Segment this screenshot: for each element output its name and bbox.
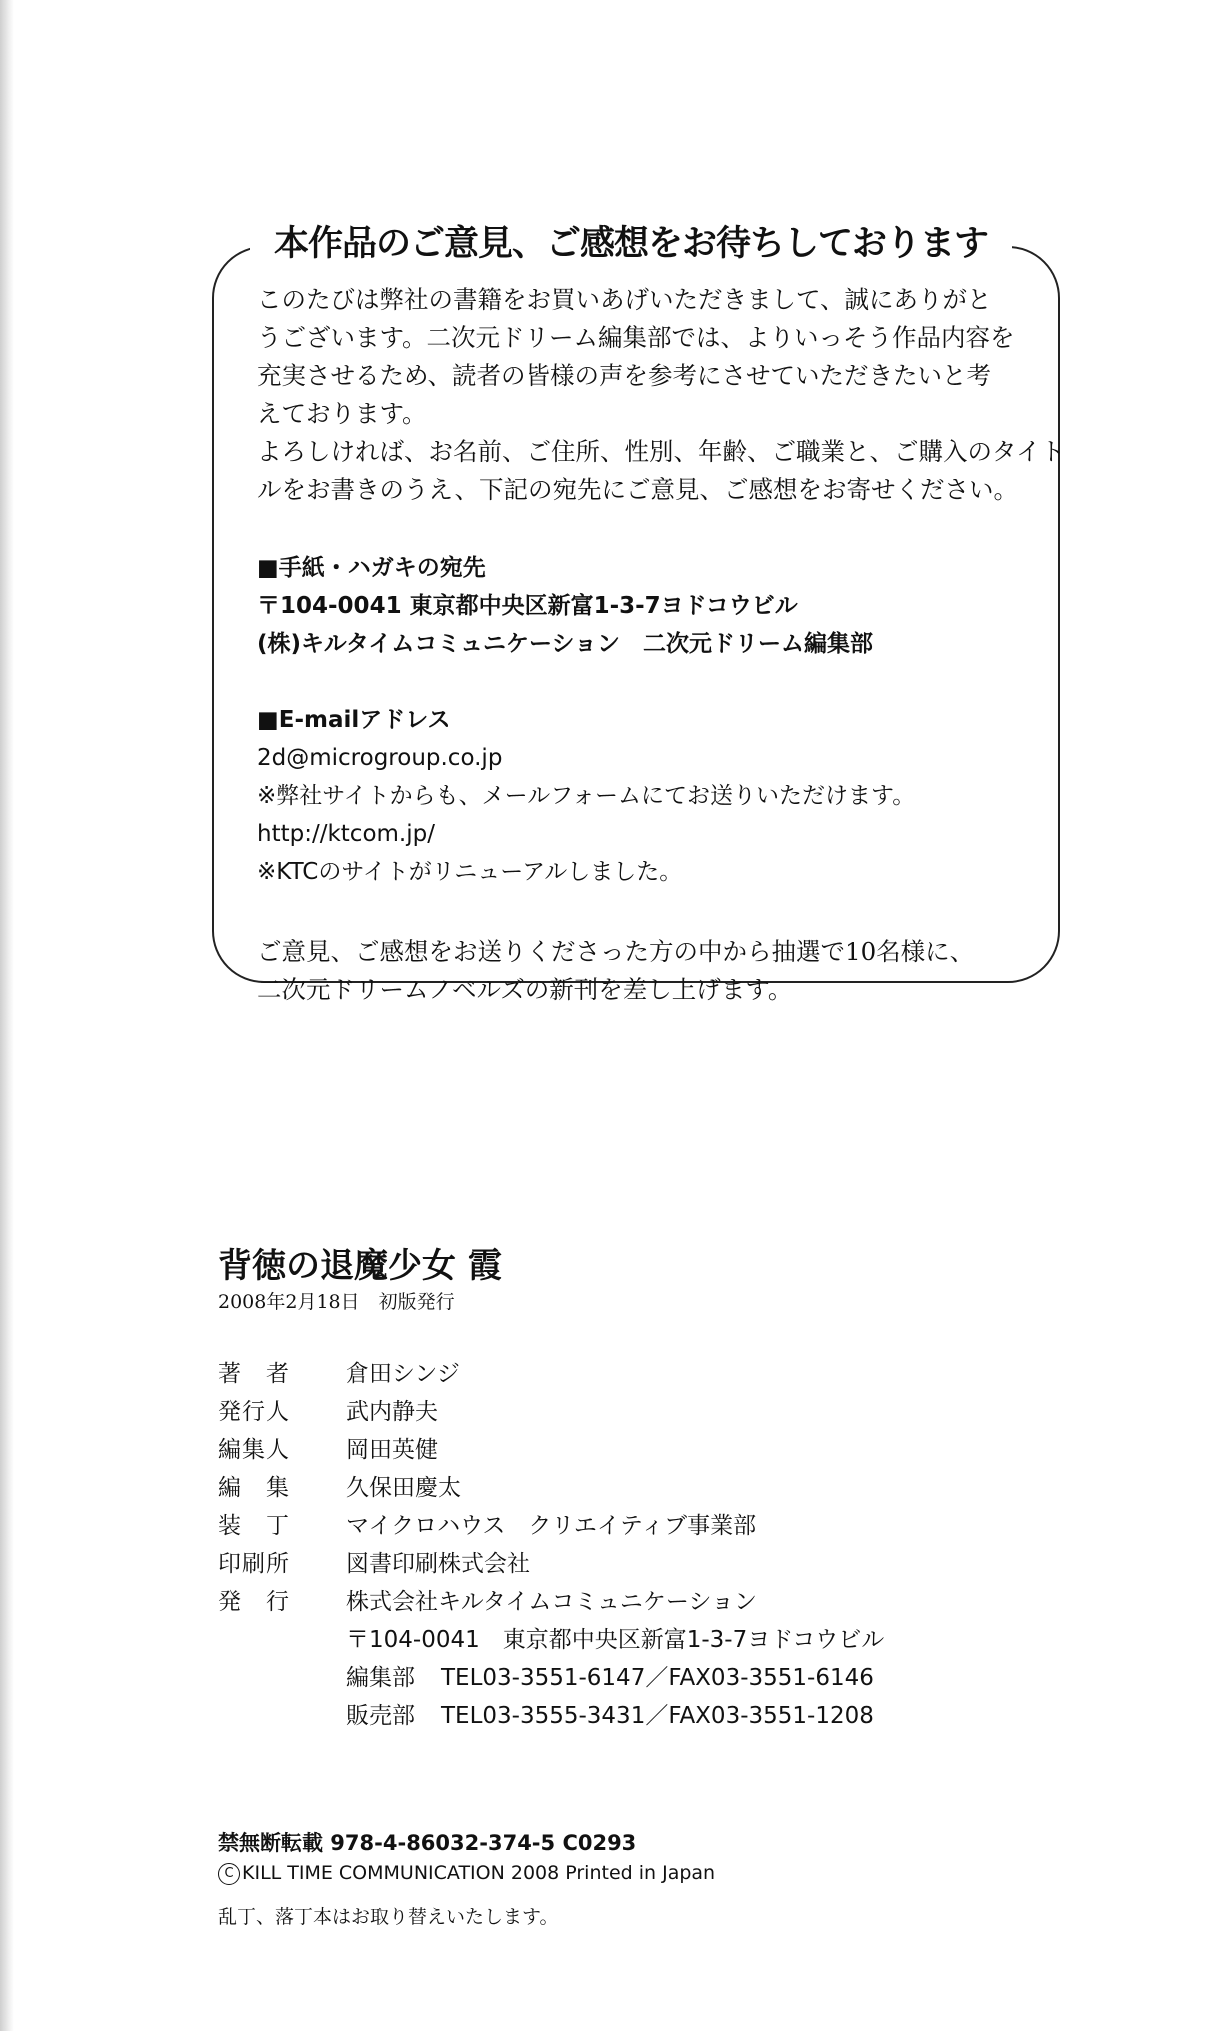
intro-line: うございます。二次元ドリーム編集部では、よりいっそう作品内容を bbox=[257, 323, 1015, 352]
site-url: http://ktcom.jp/ bbox=[257, 821, 435, 847]
credit-row bbox=[218, 1542, 884, 1580]
credit-label: 装 丁 bbox=[218, 1512, 290, 1539]
intro-line: えております。 bbox=[257, 399, 427, 428]
closing-line: 二次元ドリームノベルズの新刊を差し上げます。 bbox=[257, 975, 793, 1004]
credit-value: マイクロハウス クリエイティブ事業部 bbox=[346, 1512, 757, 1539]
email-section bbox=[257, 701, 1027, 891]
site-renewal-note: ※KTCのサイトがリニューアルしました。 bbox=[257, 859, 683, 885]
mail-heading: ■手紙・ハガキの宛先 bbox=[257, 555, 486, 581]
feedback-title: 本作品のご意見、ご感想をお待ちしております bbox=[250, 218, 1012, 270]
replacement-note: 乱丁、落丁本はお取り替えいたします。 bbox=[218, 1906, 559, 1928]
intro-line: ルをお書きのうえ、下記の宛先にご意見、ご感想をお寄せください。 bbox=[257, 475, 1018, 504]
mail-company: (株)キルタイムコミュニケーション 二次元ドリーム編集部 bbox=[257, 631, 874, 657]
publisher-address-text: 〒104-0041 東京都中央区新富1-3-7ヨドコウビル bbox=[346, 1626, 885, 1653]
closing-line: ご意見、ご感想をお送りくださった方の中から抽選で10名様に、 bbox=[257, 937, 975, 966]
credit-row bbox=[218, 1580, 884, 1618]
credit-row bbox=[218, 1428, 884, 1466]
mail-section bbox=[257, 549, 1027, 663]
email-form-note: ※弊社サイトからも、メールフォームにてお送りいただけます。 bbox=[257, 783, 916, 809]
copyright-text: KILL TIME COMMUNICATION 2008 Printed in Japan bbox=[242, 1862, 716, 1884]
credit-label: 編集人 bbox=[218, 1436, 290, 1463]
email-address: 2d@microgroup.co.jp bbox=[257, 745, 503, 771]
feedback-closing bbox=[257, 933, 1027, 1009]
contact-numbers: TEL03-3551-6147／FAX03-3551-6146 bbox=[441, 1664, 874, 1691]
credit-row bbox=[218, 1504, 884, 1542]
intro-line: このたびは弊社の書籍をお買いあげいただきまして、誠にありがと bbox=[257, 285, 992, 314]
scan-edge-shadow bbox=[0, 0, 14, 2031]
credit-value: 株式会社キルタイムコミュニケーション bbox=[346, 1588, 758, 1615]
contact-row bbox=[218, 1694, 884, 1732]
publication-date: 2008年2月18日 初版発行 bbox=[218, 1291, 455, 1313]
credit-value: 久保田慶太 bbox=[346, 1474, 461, 1501]
credit-label: 編 集 bbox=[218, 1474, 290, 1501]
contact-dept: 編集部 bbox=[346, 1664, 415, 1691]
isbn-line: 禁無断転載 978-4-86032-374-5 C0293 bbox=[218, 1831, 637, 1855]
credit-row bbox=[218, 1352, 884, 1390]
contact-numbers: TEL03-3555-3431／FAX03-3551-1208 bbox=[441, 1702, 874, 1729]
credit-label: 発行人 bbox=[218, 1398, 290, 1425]
email-heading: ■E-mailアドレス bbox=[257, 707, 451, 733]
book-title: 背徳の退魔少女 霞 bbox=[218, 1246, 502, 1286]
credit-value: 図書印刷株式会社 bbox=[346, 1550, 530, 1577]
publisher-address bbox=[218, 1618, 884, 1656]
credit-value: 武内静夫 bbox=[346, 1398, 438, 1425]
credit-value: 岡田英健 bbox=[346, 1436, 438, 1463]
credit-row bbox=[218, 1466, 884, 1504]
contact-row bbox=[218, 1656, 884, 1694]
intro-line: 充実させるため、読者の皆様の声を参考にさせていただきたいと考 bbox=[257, 361, 992, 390]
credit-row bbox=[218, 1390, 884, 1428]
credit-label: 印刷所 bbox=[218, 1550, 290, 1577]
feedback-intro bbox=[257, 281, 1066, 509]
credit-value: 倉田シンジ bbox=[346, 1360, 460, 1387]
credit-label: 発 行 bbox=[218, 1588, 290, 1615]
intro-line: よろしければ、お名前、ご住所、性別、年齢、ご職業と、ご購入のタイト bbox=[257, 437, 1066, 466]
credit-label: 著 者 bbox=[218, 1360, 290, 1387]
copyright-line bbox=[218, 1862, 715, 1885]
feedback-body bbox=[257, 281, 1066, 1009]
copyright-icon: C bbox=[218, 1863, 240, 1885]
credits-list bbox=[218, 1352, 884, 1732]
mail-address: 〒104-0041 東京都中央区新富1-3-7ヨドコウビル bbox=[257, 593, 798, 619]
contact-dept: 販売部 bbox=[346, 1702, 415, 1729]
